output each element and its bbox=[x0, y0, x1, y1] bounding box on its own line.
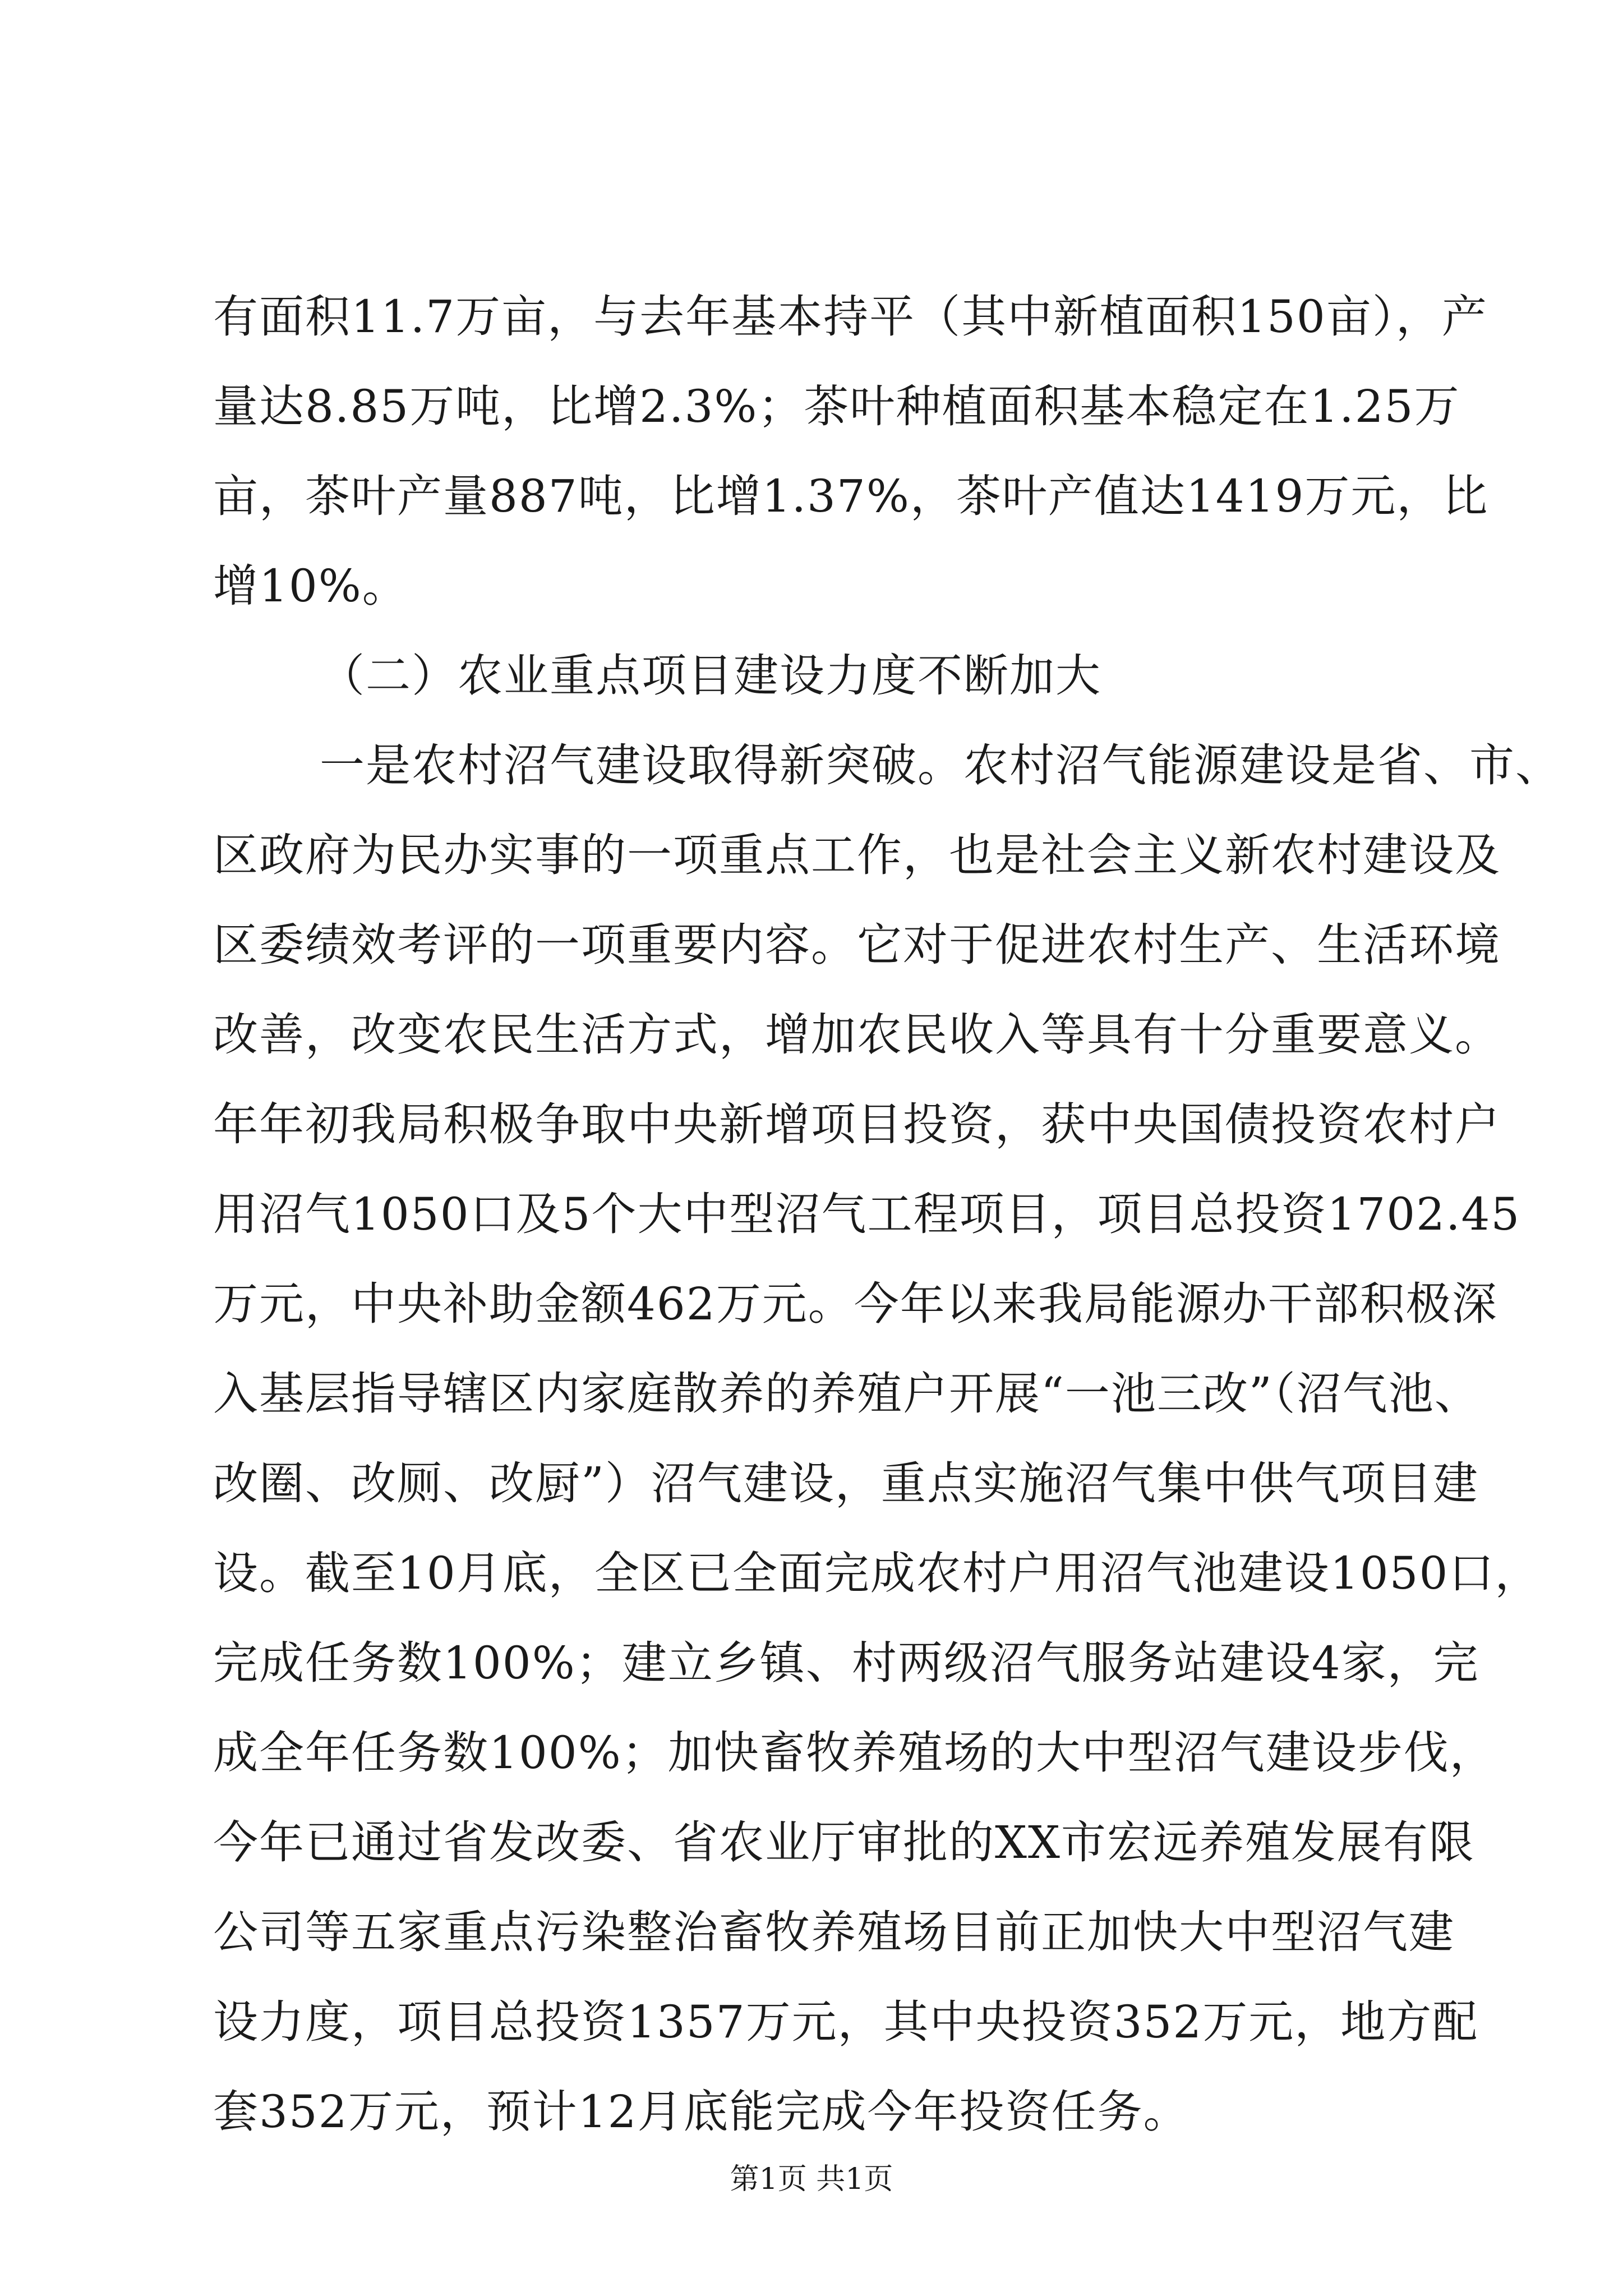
text-line: 设。截至10月底，全区已全面完成农村户用沼气池建设1050口， bbox=[213, 1547, 1541, 1599]
text-line: 增10%。 bbox=[213, 560, 408, 612]
text-line: 成全年任务数100%；加快畜牧养殖场的大中型沼气建设步伐， bbox=[213, 1727, 1496, 1779]
text-line: 入基层指导辖区内家庭散养的养殖户开展“一池三改”（沼气池、 bbox=[213, 1368, 1481, 1420]
text-line: 改圈、改厕、改厨”）沼气建设，重点实施沼气集中供气项目建 bbox=[213, 1457, 1479, 1510]
text-line: 量达8.85万吨，比增2.3%；茶叶种植面积基本稳定在1.25万 bbox=[213, 380, 1460, 432]
text-line: 改善，改变农民生活方式，增加农民收入等具有十分重要意义。 bbox=[213, 1009, 1501, 1061]
section-heading: （二）农业重点项目建设力度不断加大 bbox=[320, 650, 1101, 702]
text-line: 区委绩效考评的一项重要内容。它对于促进农村生产、生活环境 bbox=[213, 919, 1501, 971]
text-line: 万元，中央补助金额462万元。今年以来我局能源办干部积极深 bbox=[213, 1278, 1498, 1330]
text-line: 今年已通过省发改委、省农业厅审批的XX市宏远养殖发展有限 bbox=[213, 1816, 1475, 1869]
paragraph-first-line: 一是农村沼气建设取得新突破。农村沼气能源建设是省、市、 bbox=[320, 739, 1561, 792]
text-line: 公司等五家重点污染整治畜牧养殖场目前正加快大中型沼气建 bbox=[213, 1906, 1455, 1958]
text-line: 设力度，项目总投资1357万元，其中央投资352万元，地方配 bbox=[213, 1996, 1479, 2048]
page-number-footer: 第1页 共1页 bbox=[730, 2162, 893, 2196]
text-line: 完成任务数100%；建立乡镇、村两级沼气服务站建设4家，完 bbox=[213, 1637, 1479, 1689]
text-line: 年年初我局积极争取中央新增项目投资，获中央国债投资农村户 bbox=[213, 1098, 1501, 1151]
text-line: 有面积11.7万亩，与去年基本持平（其中新植面积150亩），产 bbox=[213, 291, 1488, 343]
text-line: 套352万元，预计12月底能完成今年投资任务。 bbox=[213, 2086, 1189, 2138]
text-line: 亩，茶叶产量887吨，比增1.37%，茶叶产值达1419万元，比 bbox=[213, 470, 1489, 522]
text-line: 区政府为民办实事的一项重点工作，也是社会主义新农村建设及 bbox=[213, 829, 1501, 881]
text-line: 用沼气1050口及5个大中型沼气工程项目，项目总投资1702.45 bbox=[213, 1188, 1521, 1240]
